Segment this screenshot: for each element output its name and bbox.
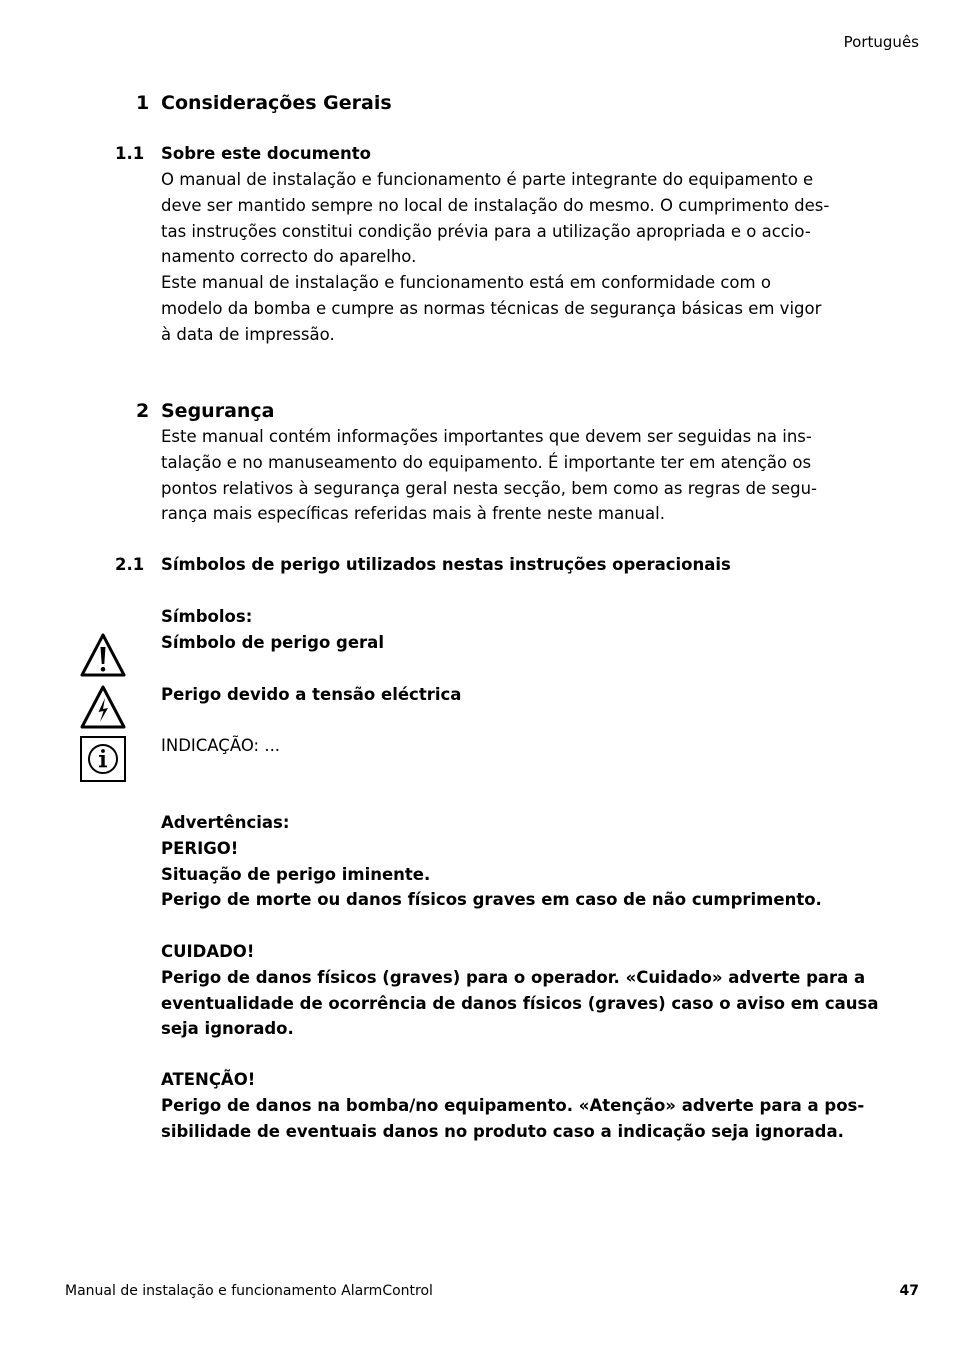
paragraph-line: Este manual de instalação e funcionamento está em conformidade com o	[161, 273, 771, 293]
electrical-hazard-icon	[79, 684, 127, 734]
paragraph-line: pontos relativos à segurança geral nesta secção, bem como as regras de segu-	[161, 478, 817, 498]
section-1-1-number: 1.1	[115, 144, 145, 163]
danger-line: Perigo de morte ou danos físicos graves em caso de não cumprimento.	[161, 890, 822, 910]
caution-line: eventualidade de ocorrência de danos físicos (graves) caso o aviso em causa	[161, 993, 879, 1013]
section-2-body	[161, 424, 841, 527]
section-1-number: 1	[136, 92, 150, 114]
attention-line: Perigo de danos na bomba/no equipamento. «Atenção» adverte para a pos-	[161, 1095, 865, 1115]
section-1-1-body	[161, 167, 841, 348]
danger-label: PERIGO!	[161, 838, 239, 858]
footer-manual-title: Manual de instalação e funcionamento AlarmControl	[65, 1283, 433, 1299]
paragraph-line: Este manual contém informações importantes que devem ser seguidas na ins-	[161, 427, 812, 446]
paragraph-line: modelo da bomba e cumpre as normas técnicas de segurança básicas em vigor	[161, 298, 822, 318]
info-icon	[80, 736, 127, 786]
section-2-title: Segurança	[161, 400, 275, 422]
paragraph-line: à data de impressão.	[161, 324, 335, 344]
language-label: Português	[843, 33, 919, 51]
note-label: INDICAÇÃO: ...	[161, 736, 281, 755]
page-number: 47	[899, 1283, 919, 1299]
danger-line: Situação de perigo iminente.	[161, 864, 431, 884]
section-1-title: Considerações Gerais	[161, 92, 392, 114]
symbols-heading: Símbolos:	[161, 607, 253, 626]
general-danger-label: Símbolo de perigo geral	[161, 633, 384, 652]
caution-line: seja ignorado.	[161, 1019, 294, 1039]
paragraph-line: rança mais específicas referidas mais à frente neste manual.	[161, 504, 665, 524]
paragraph-line: O manual de instalação e funcionamento é parte integrante do equipamento e	[161, 170, 814, 189]
caution-label: CUIDADO!	[161, 942, 255, 961]
paragraph-line: namento correcto do aparelho.	[161, 247, 417, 267]
warnings-block	[161, 810, 841, 913]
paragraph-line: tas instruções constitui condição prévia para a utilização apropriada e o accio-	[161, 221, 811, 241]
warnings-heading: Advertências:	[161, 813, 290, 832]
attention-line: sibilidade de eventuais danos no produto caso a indicação seja ignorada.	[161, 1121, 844, 1141]
section-2-1-number: 2.1	[115, 555, 145, 574]
attention-label: ATENÇÃO!	[161, 1070, 256, 1089]
caution-block	[161, 939, 879, 1042]
attention-block	[161, 1067, 865, 1144]
section-2-1-title: Símbolos de perigo utilizados nestas instruções operacionais	[161, 555, 731, 574]
section-1-1-title: Sobre este documento	[161, 144, 371, 163]
section-2-number: 2	[136, 400, 150, 422]
warning-triangle-icon	[79, 632, 127, 682]
paragraph-line: deve ser mantido sempre no local de instalação do mesmo. O cumprimento des-	[161, 195, 830, 215]
caution-line: Perigo de danos físicos (graves) para o operador. «Cuidado» adverte para a	[161, 967, 866, 987]
paragraph-line: talação e no manuseamento do equipamento. É importante ter em atenção os	[161, 452, 812, 472]
electrical-danger-label: Perigo devido a tensão eléctrica	[161, 685, 462, 704]
